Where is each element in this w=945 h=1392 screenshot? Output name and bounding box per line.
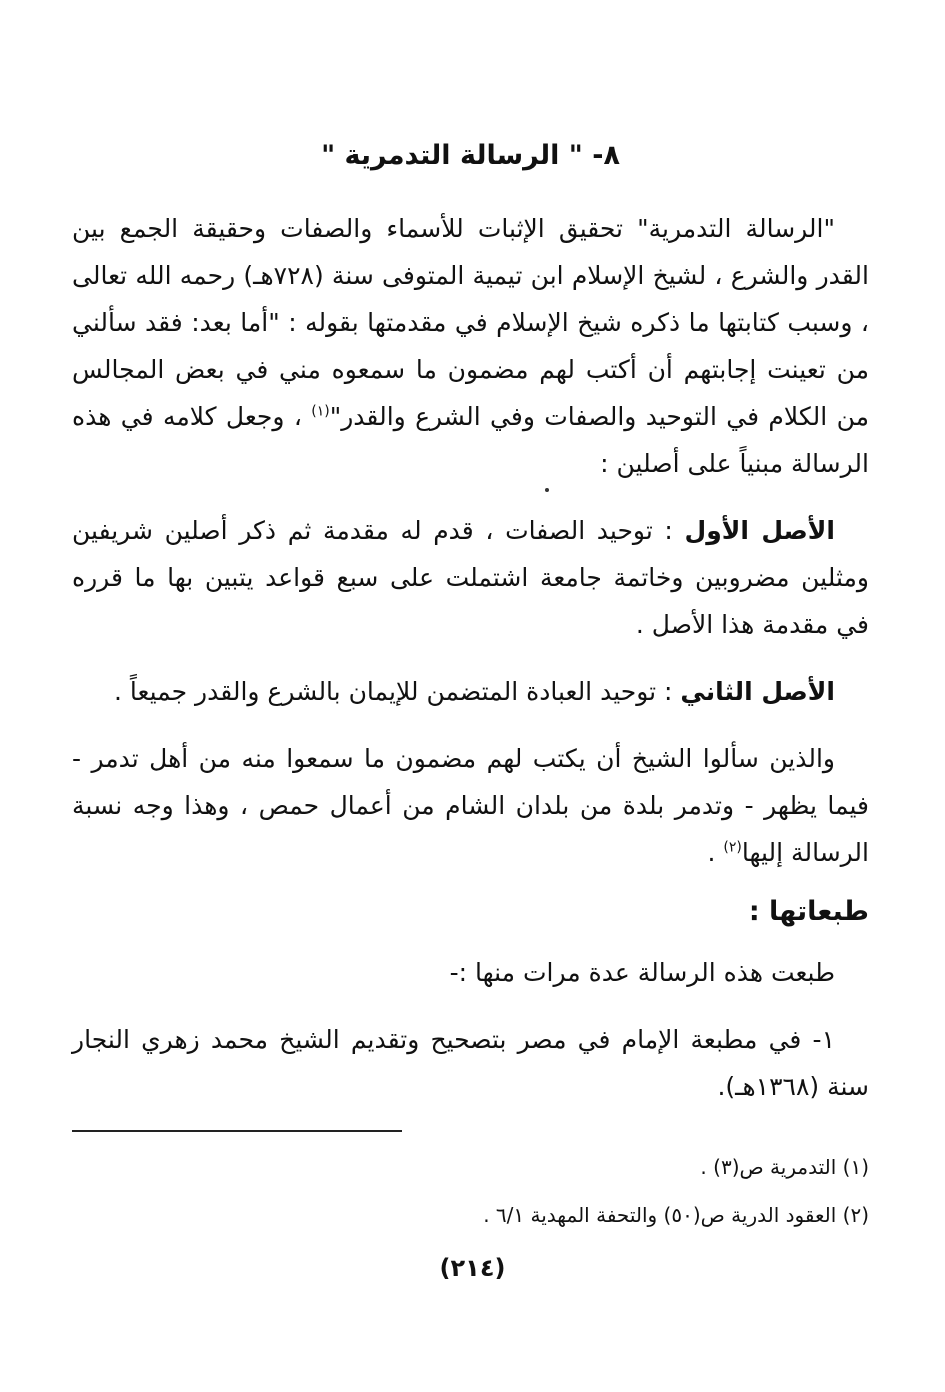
- paragraph-palmyra: [72, 735, 869, 876]
- editions-heading: طبعاتها :: [748, 896, 869, 927]
- paragraph-first-principle: [72, 507, 869, 648]
- footnote-divider: [72, 1130, 402, 1132]
- footnote-2: (٢) العقود الدرية ص(٥٠) والتحفة المهدية ٦/١ .: [483, 1203, 869, 1227]
- intro-tail: ، وجعل كلامه في هذه الرسالة مبنياً على أصلين :: [72, 402, 869, 478]
- page-body: [72, 140, 869, 1246]
- paragraph-second-principle: [72, 668, 869, 715]
- print-speck: [545, 488, 549, 492]
- first-principle-lead: الأصل الأول: [684, 516, 835, 545]
- palmyra-text: والذين سألوا الشيخ أن يكتب لهم مضمون ما سمعوا منه من أهل تدمر - فيما يظهر - وتدمر بلدة من بلدان الشام من أعمال حمص ، وهذا وجه نسبة الرسالة إليها: [72, 744, 869, 867]
- first-principle-text: : توحيد الصفات ، قدم له مقدمة ثم ذكر أصلين شريفين ومثلين مضروبين وخاتمة جامعة اشتملت على سبع قواعد يتبين بها ما قرره في مقدمة هذا الأصل .: [72, 516, 869, 639]
- editions-intro: طبعت هذه الرسالة عدة مرات منها :-: [449, 958, 835, 987]
- paragraph-intro: [72, 205, 869, 487]
- second-principle-text: : توحيد العبادة المتضمن للإيمان بالشرع والقدر جميعاً .: [114, 677, 673, 706]
- footnote-ref-2[interactable]: (٢): [723, 839, 742, 856]
- page-title: ٨- " الرسالة التدمرية ": [321, 140, 620, 171]
- second-principle-lead: الأصل الثاني: [680, 677, 835, 706]
- footnote-1: (١) التدمرية ص(٣) .: [700, 1155, 869, 1179]
- intro-text: "الرسالة التدمرية" تحقيق الإثبات للأسماء والصفات وحقيقة الجمع بين القدر والشرع ، لشيخ الإسلام ابن تيمية المتوفى سنة (٧٢٨هـ) رحمه الله تعالى ، وسبب كتابتها ما ذكره شيخ الإسلام في مقدمتها بقوله : "أما بعد: فقد سألني من تعينت إجابتهم أن أكتب لهم مضمون ما سمعوه مني في بعض المجالس من الكلام في التوحيد والصفات وفي الشرع والقدر": [72, 214, 869, 431]
- page-number: (٢١٤): [439, 1254, 506, 1282]
- footnote-ref-1[interactable]: (١): [311, 403, 330, 420]
- edition-item-1: ١- في مطبعة الإمام في مصر بتصحيح وتقديم الشيخ محمد زهري النجار سنة (١٣٦٨هـ).: [72, 1025, 869, 1101]
- palmyra-tail: .: [707, 838, 716, 867]
